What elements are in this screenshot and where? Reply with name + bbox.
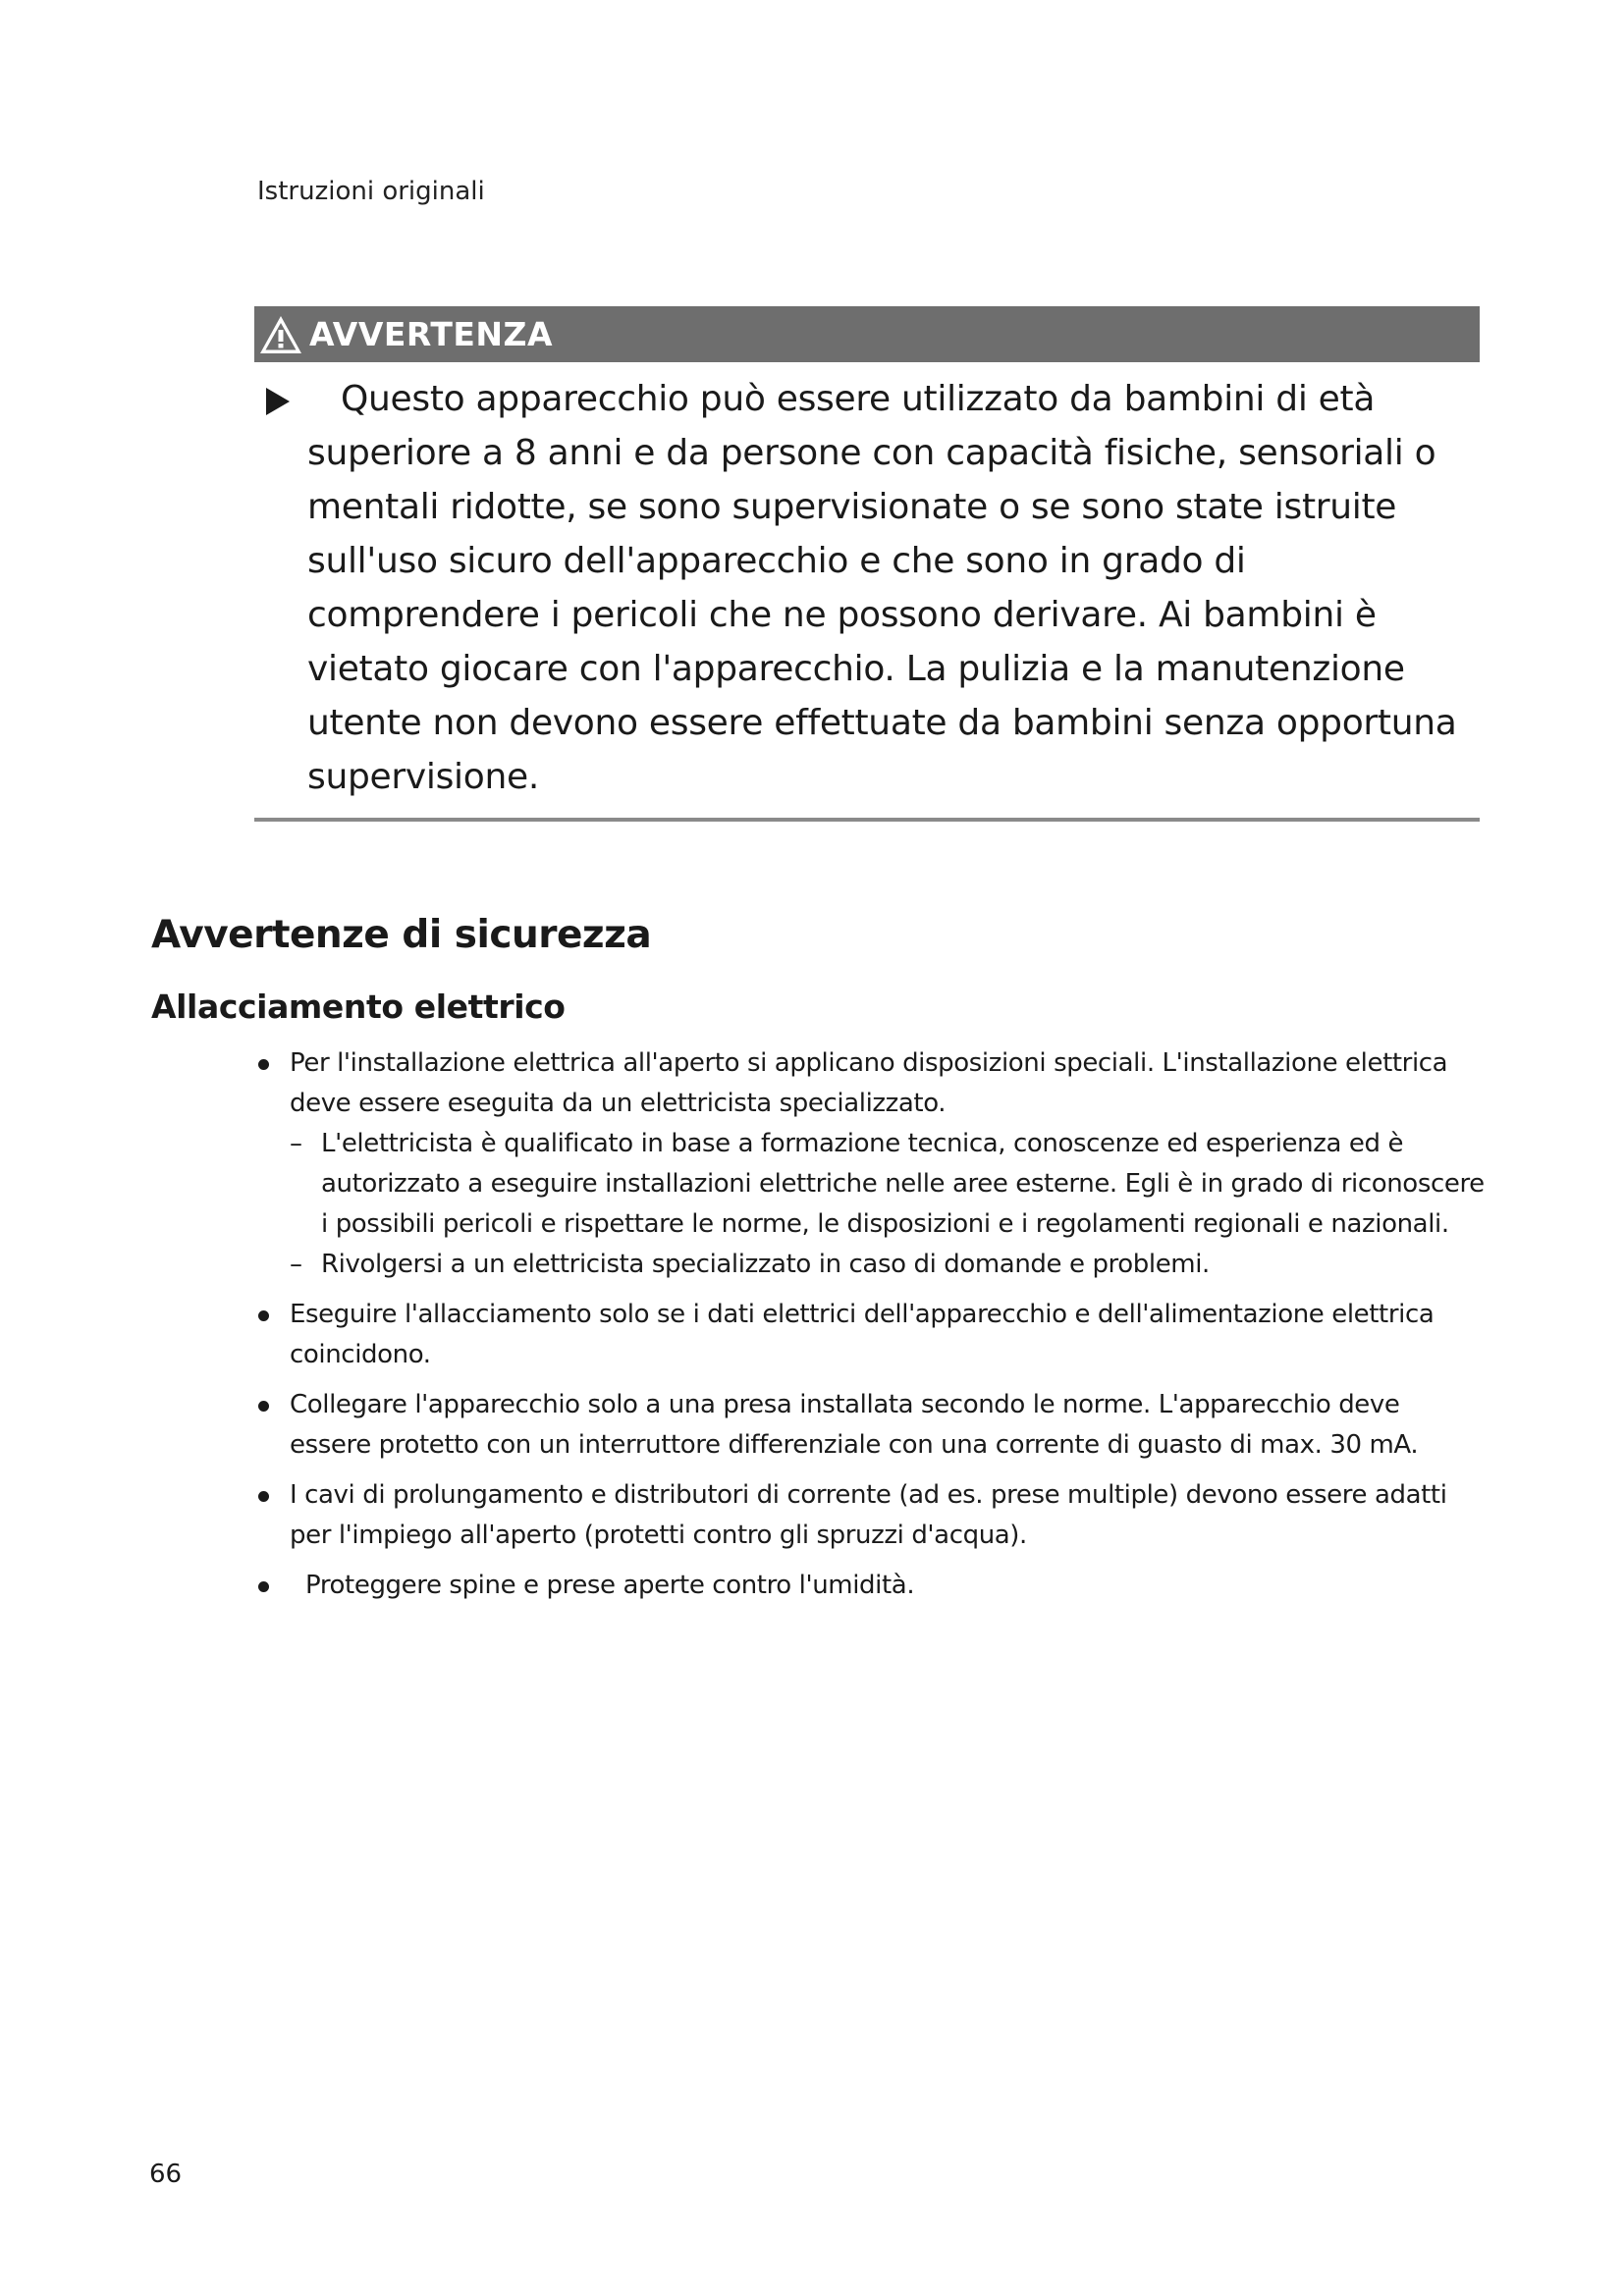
bullet-icon [258,1581,269,1592]
running-header: Istruzioni originali [257,177,485,206]
play-arrow-icon [266,388,290,415]
list-item-text: Eseguire l'allacciamento solo se i dati elettrici dell'apparecchio e dell'alimentazione elettrica coincidono. [290,1300,1435,1369]
list-item-text: Proteggere spine e prese aperte contro l'umidità. [305,1571,915,1600]
sub-list-item [290,1124,1485,1245]
warning-triangle-icon [258,313,303,356]
list-item [245,1566,1485,1606]
bullet-icon [258,1401,269,1412]
bullet-list [245,1043,1485,1616]
sub-list-item [290,1245,1485,1285]
list-item [245,1475,1485,1556]
list-item [245,1043,1485,1285]
bullet-icon [258,1491,269,1502]
subsection-title: Allacciamento elettrico [151,988,566,1026]
dash-mark: – [290,1250,302,1279]
list-item [245,1295,1485,1375]
dash-mark: – [290,1129,302,1158]
list-item-text: Per l'installazione elettrica all'aperto si applicano disposizioni speciali. L'installazione elettrica deve essere eseguita da un elettricista specializzato. [290,1048,1448,1118]
sub-list-item-text: L'elettricista è qualificato in base a formazione tecnica, conoscenze ed esperienza ed è autorizzato a eseguire installazioni elettriche nelle aree esterne. Egli è in grado di riconoscere i possibili pericoli e rispettare le norme, le disposizioni e i regolamenti regionali e nazionali. [321,1129,1485,1239]
warning-title: AVVERTENZA [309,315,553,353]
list-item-text: I cavi di prolungamento e distributori di corrente (ad es. prese multiple) devono essere adatti per l'impiego all'aperto (protetti contro gli spruzzi d'acqua). [290,1480,1447,1550]
bullet-icon [258,1059,269,1070]
list-item-text: Collegare l'apparecchio solo a una presa installata secondo le norme. L'apparecchio deve essere protetto con un interruttore differenziale con una corrente di guasto di max. 30 mA. [290,1390,1419,1460]
bullet-icon [258,1310,269,1321]
warning-text: Questo apparecchio può essere utilizzato da bambini di età superiore a 8 anni e da persone con capacità fisiche, sensoriali o mentali ridotte, se sono supervisionate o se sono state istruite sull'uso sicuro dell'apparecchio e che sono in grado di comprendere i pericoli che ne possono derivare. Ai bambini è vietato giocare con l'apparecchio. La pulizia e la manutenzione utente non devono essere effettuate da bambini senza opportuna supervisione. [307,379,1457,797]
sub-list-item-text: Rivolgersi a un elettricista specializzato in caso di domande e problemi. [321,1250,1210,1279]
warning-header [254,306,1480,362]
section-title: Avvertenze di sicurezza [151,913,652,957]
page-number: 66 [149,2160,183,2189]
warning-box [254,306,1480,822]
list-item [245,1385,1485,1466]
warning-body [254,362,1480,822]
